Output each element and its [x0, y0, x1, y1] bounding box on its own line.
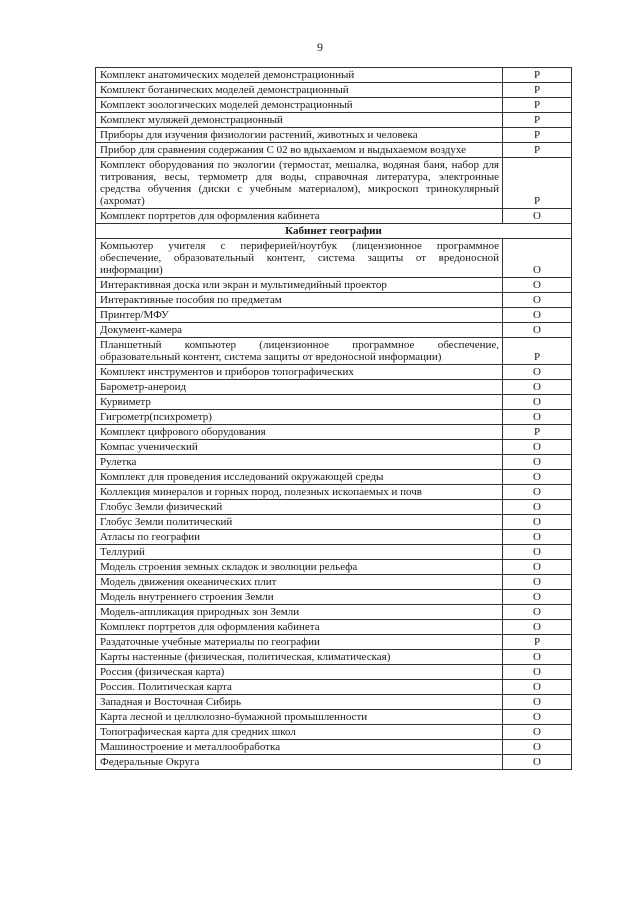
equipment-item: Модель движения океанических плит	[96, 575, 503, 590]
table-row	[96, 755, 572, 770]
equipment-table	[95, 67, 572, 770]
table-row	[96, 158, 572, 209]
equipment-mark: О	[503, 605, 572, 620]
equipment-item: Машиностроение и металлообработка	[96, 740, 503, 755]
equipment-mark: О	[503, 455, 572, 470]
equipment-mark: О	[503, 293, 572, 308]
table-row	[96, 278, 572, 293]
equipment-mark: О	[503, 410, 572, 425]
equipment-item: Модель-аппликация природных зон Земли	[96, 605, 503, 620]
table-row	[96, 530, 572, 545]
table-row	[96, 308, 572, 323]
table-row	[96, 620, 572, 635]
equipment-item: Принтер/МФУ	[96, 308, 503, 323]
equipment-mark: Р	[503, 158, 572, 209]
table-row	[96, 695, 572, 710]
equipment-mark: Р	[503, 98, 572, 113]
equipment-item: Документ-камера	[96, 323, 503, 338]
equipment-mark: О	[503, 440, 572, 455]
equipment-mark: О	[503, 530, 572, 545]
equipment-mark: О	[503, 545, 572, 560]
equipment-item: Глобус Земли политический	[96, 515, 503, 530]
equipment-item: Прибор для сравнения содержания С 02 во вдыхаемом и выдыхаемом воздухе	[96, 143, 503, 158]
equipment-mark: О	[503, 620, 572, 635]
table-row	[96, 710, 572, 725]
table-row	[96, 410, 572, 425]
table-row	[96, 380, 572, 395]
equipment-mark: О	[503, 560, 572, 575]
equipment-item: Компьютер учителя с периферией/ноутбук (лицензионное программное обеспечение, образовательный контент, система защиты от вредоносной информации)	[96, 239, 503, 278]
equipment-item: Комплект зоологических моделей демонстрационный	[96, 98, 503, 113]
equipment-item: Комплект муляжей демонстрационный	[96, 113, 503, 128]
equipment-mark: О	[503, 755, 572, 770]
equipment-item: Рулетка	[96, 455, 503, 470]
equipment-mark: О	[503, 500, 572, 515]
table-row	[96, 338, 572, 365]
equipment-item: Комплект инструментов и приборов топографических	[96, 365, 503, 380]
table-row	[96, 455, 572, 470]
table-row	[96, 605, 572, 620]
equipment-item: Курвиметр	[96, 395, 503, 410]
table-row	[96, 98, 572, 113]
table-row	[96, 575, 572, 590]
equipment-mark: О	[503, 485, 572, 500]
equipment-item: Комплект портретов для оформления кабинета	[96, 620, 503, 635]
equipment-mark: О	[503, 239, 572, 278]
equipment-item: Комплект анатомических моделей демонстрационный	[96, 68, 503, 83]
table-row	[96, 323, 572, 338]
table-row	[96, 395, 572, 410]
equipment-mark: О	[503, 515, 572, 530]
equipment-mark: О	[503, 695, 572, 710]
table-row	[96, 293, 572, 308]
equipment-mark: О	[503, 470, 572, 485]
equipment-mark: Р	[503, 128, 572, 143]
table-row	[96, 209, 572, 224]
page-number: 9	[317, 40, 323, 54]
equipment-item: Глобус Земли физический	[96, 500, 503, 515]
table-row	[96, 635, 572, 650]
table-row	[96, 239, 572, 278]
equipment-mark: О	[503, 380, 572, 395]
equipment-mark: Р	[503, 425, 572, 440]
table-row	[96, 650, 572, 665]
equipment-item: Комплект для проведения исследований окружающей среды	[96, 470, 503, 485]
table-row	[96, 590, 572, 605]
equipment-item: Топографическая карта для средних школ	[96, 725, 503, 740]
equipment-item: Коллекция минералов и горных пород, полезных ископаемых и почв	[96, 485, 503, 500]
equipment-item: Федеральные Округа	[96, 755, 503, 770]
equipment-item: Теллурий	[96, 545, 503, 560]
table-row	[96, 665, 572, 680]
equipment-item: Интерактивные пособия по предметам	[96, 293, 503, 308]
equipment-mark: Р	[503, 338, 572, 365]
table-row	[96, 425, 572, 440]
equipment-mark: Р	[503, 68, 572, 83]
equipment-mark: О	[503, 725, 572, 740]
equipment-item: Компас ученический	[96, 440, 503, 455]
table-row	[96, 725, 572, 740]
equipment-mark: О	[503, 575, 572, 590]
equipment-mark: О	[503, 740, 572, 755]
equipment-item: Карты настенные (физическая, политическая, климатическая)	[96, 650, 503, 665]
equipment-item: Планшетный компьютер (лицензионное программное обеспечение, образовательный контент, система защиты от вредоносной информации)	[96, 338, 503, 365]
equipment-item: Модель внутреннего строения Земли	[96, 590, 503, 605]
table-row	[96, 113, 572, 128]
equipment-mark: О	[503, 650, 572, 665]
equipment-item: Комплект ботанических моделей демонстрационный	[96, 83, 503, 98]
table-row	[96, 440, 572, 455]
equipment-mark: О	[503, 665, 572, 680]
table-row	[96, 680, 572, 695]
equipment-table-body	[96, 68, 572, 770]
equipment-mark: О	[503, 323, 572, 338]
equipment-item: Россия (физическая карта)	[96, 665, 503, 680]
section-header-row	[96, 224, 572, 239]
equipment-item: Карта лесной и целлюлозно-бумажной промышленности	[96, 710, 503, 725]
equipment-item: Комплект цифрового оборудования	[96, 425, 503, 440]
equipment-item: Раздаточные учебные материалы по географии	[96, 635, 503, 650]
equipment-item: Модель строения земных складок и эволюции рельефа	[96, 560, 503, 575]
table-row	[96, 143, 572, 158]
equipment-mark: О	[503, 590, 572, 605]
equipment-item: Барометр-анероид	[96, 380, 503, 395]
table-row	[96, 83, 572, 98]
table-row	[96, 515, 572, 530]
table-row	[96, 560, 572, 575]
table-row	[96, 485, 572, 500]
equipment-mark: О	[503, 710, 572, 725]
table-row	[96, 365, 572, 380]
equipment-item: Интерактивная доска или экран и мультимедийный проектор	[96, 278, 503, 293]
equipment-mark: Р	[503, 83, 572, 98]
section-title: Кабинет географии	[96, 224, 572, 239]
table-row	[96, 740, 572, 755]
equipment-item: Приборы для изучения физиологии растений, животных и человека	[96, 128, 503, 143]
table-row	[96, 470, 572, 485]
table-row	[96, 500, 572, 515]
equipment-mark: Р	[503, 635, 572, 650]
equipment-mark: О	[503, 680, 572, 695]
equipment-item: Комплект оборудования по экологии (термостат, мешалка, водяная баня, набор для титрования, весы, термометр для воды, справочная литература, электронные средства обучения (диски с учебным материалом), микроскоп тринокулярный (ахромат)	[96, 158, 503, 209]
equipment-item: Западная и Восточная Сибирь	[96, 695, 503, 710]
equipment-item: Комплект портретов для оформления кабинета	[96, 209, 503, 224]
table-row	[96, 68, 572, 83]
table-row	[96, 128, 572, 143]
equipment-item: Гигрометр(психрометр)	[96, 410, 503, 425]
equipment-mark: О	[503, 209, 572, 224]
equipment-item: Атласы по географии	[96, 530, 503, 545]
equipment-mark: Р	[503, 113, 572, 128]
equipment-mark: О	[503, 278, 572, 293]
equipment-mark: Р	[503, 143, 572, 158]
equipment-mark: О	[503, 308, 572, 323]
equipment-item: Россия. Политическая карта	[96, 680, 503, 695]
table-row	[96, 545, 572, 560]
equipment-mark: О	[503, 365, 572, 380]
equipment-mark: О	[503, 395, 572, 410]
